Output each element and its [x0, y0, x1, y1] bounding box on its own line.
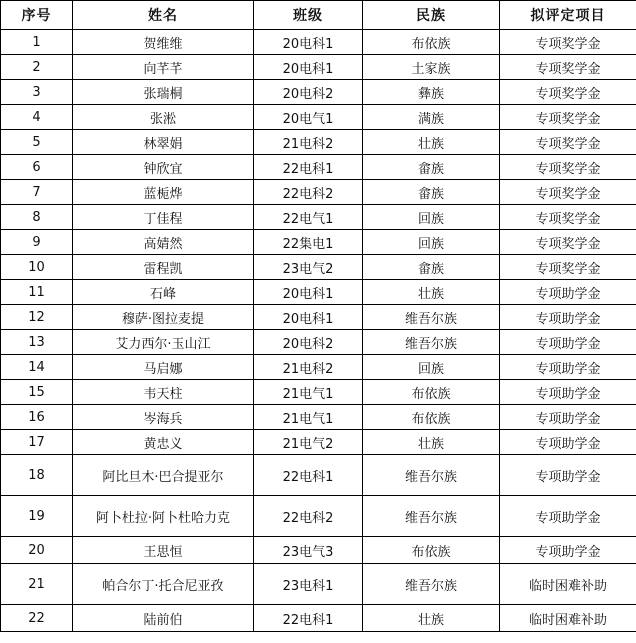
- cell-program: 专项助学金: [500, 496, 636, 537]
- table-row: [1, 255, 636, 280]
- cell-program: 专项奖学金: [500, 255, 636, 280]
- table-row: [1, 105, 636, 130]
- cell-name: 雷程凯: [73, 255, 254, 280]
- table-row: [1, 405, 636, 430]
- cell-ethnicity: 畲族: [363, 255, 500, 280]
- cell-class: 21电科2: [254, 355, 363, 380]
- cell-class: 20电气1: [254, 105, 363, 130]
- table-row: [1, 80, 636, 105]
- cell-name: 钟欣宜: [73, 155, 254, 180]
- cell-class: 21电气2: [254, 430, 363, 455]
- cell-class: 22电科2: [254, 496, 363, 537]
- cell-ethnicity: 回族: [363, 205, 500, 230]
- cell-name: 阿卜杜拉·阿卜杜哈力克: [73, 496, 254, 537]
- table-row: [1, 205, 636, 230]
- table-row: [1, 537, 636, 564]
- cell-name: 蓝栀烨: [73, 180, 254, 205]
- cell-index: 1: [1, 30, 73, 55]
- cell-ethnicity: 壮族: [363, 130, 500, 155]
- cell-ethnicity: 土家族: [363, 55, 500, 80]
- cell-name: 向芊芊: [73, 55, 254, 80]
- cell-name: 岑海兵: [73, 405, 254, 430]
- cell-ethnicity: 壮族: [363, 430, 500, 455]
- table-row: [1, 330, 636, 355]
- cell-program: 专项奖学金: [500, 105, 636, 130]
- cell-class: 20电科2: [254, 80, 363, 105]
- cell-class: 22电科1: [254, 455, 363, 496]
- table-row: [1, 155, 636, 180]
- table-row: [1, 30, 636, 55]
- cell-program: 专项助学金: [500, 380, 636, 405]
- cell-name: 帕合尔丁·托合尼亚孜: [73, 564, 254, 605]
- cell-program: 专项助学金: [500, 280, 636, 305]
- cell-program: 临时困难补助: [500, 605, 636, 632]
- header-ethnicity: 民族: [363, 1, 500, 30]
- table-row: [1, 380, 636, 405]
- table-body: [1, 30, 636, 632]
- cell-index: 9: [1, 230, 73, 255]
- cell-program: 专项奖学金: [500, 180, 636, 205]
- cell-name: 陆前伯: [73, 605, 254, 632]
- cell-index: 13: [1, 330, 73, 355]
- cell-name: 石峰: [73, 280, 254, 305]
- cell-ethnicity: 维吾尔族: [363, 455, 500, 496]
- cell-index: 4: [1, 105, 73, 130]
- cell-index: 16: [1, 405, 73, 430]
- cell-class: 20电科1: [254, 280, 363, 305]
- cell-index: 7: [1, 180, 73, 205]
- header-program: 拟评定项目: [500, 1, 636, 30]
- cell-program: 专项奖学金: [500, 80, 636, 105]
- cell-program: 专项奖学金: [500, 55, 636, 80]
- cell-class: 22电科2: [254, 180, 363, 205]
- cell-index: 10: [1, 255, 73, 280]
- table-row: [1, 355, 636, 380]
- cell-name: 艾力西尔·玉山江: [73, 330, 254, 355]
- cell-ethnicity: 壮族: [363, 280, 500, 305]
- cell-index: 15: [1, 380, 73, 405]
- cell-class: 20电科1: [254, 305, 363, 330]
- cell-program: 专项助学金: [500, 330, 636, 355]
- table-row: [1, 305, 636, 330]
- table-row: [1, 130, 636, 155]
- table-row: [1, 55, 636, 80]
- cell-program: 专项奖学金: [500, 30, 636, 55]
- cell-index: 14: [1, 355, 73, 380]
- table-row: [1, 564, 636, 605]
- cell-ethnicity: 布依族: [363, 405, 500, 430]
- cell-ethnicity: 回族: [363, 355, 500, 380]
- cell-index: 6: [1, 155, 73, 180]
- cell-ethnicity: 布依族: [363, 30, 500, 55]
- table-row: [1, 180, 636, 205]
- cell-index: 5: [1, 130, 73, 155]
- cell-index: 8: [1, 205, 73, 230]
- table-row: [1, 496, 636, 537]
- cell-index: 17: [1, 430, 73, 455]
- table-row: [1, 605, 636, 632]
- cell-ethnicity: 维吾尔族: [363, 330, 500, 355]
- cell-class: 20电科1: [254, 30, 363, 55]
- cell-program: 专项助学金: [500, 455, 636, 496]
- cell-program: 专项助学金: [500, 430, 636, 455]
- table-row: [1, 230, 636, 255]
- cell-ethnicity: 畲族: [363, 155, 500, 180]
- cell-program: 专项奖学金: [500, 205, 636, 230]
- cell-name: 阿比旦木·巴合提亚尔: [73, 455, 254, 496]
- cell-name: 林翠娟: [73, 130, 254, 155]
- cell-name: 丁佳程: [73, 205, 254, 230]
- cell-name: 王思恒: [73, 537, 254, 564]
- cell-class: 22电气1: [254, 205, 363, 230]
- header-row: [1, 1, 636, 30]
- cell-name: 贺维维: [73, 30, 254, 55]
- cell-index: 18: [1, 455, 73, 496]
- cell-ethnicity: 布依族: [363, 537, 500, 564]
- cell-index: 12: [1, 305, 73, 330]
- cell-program: 专项助学金: [500, 305, 636, 330]
- cell-class: 22电科1: [254, 605, 363, 632]
- cell-class: 20电科1: [254, 55, 363, 80]
- cell-class: 21电科2: [254, 130, 363, 155]
- table-row: [1, 280, 636, 305]
- cell-ethnicity: 维吾尔族: [363, 496, 500, 537]
- cell-index: 21: [1, 564, 73, 605]
- cell-name: 张瑞桐: [73, 80, 254, 105]
- table-row: [1, 430, 636, 455]
- cell-ethnicity: 回族: [363, 230, 500, 255]
- cell-class: 21电气1: [254, 405, 363, 430]
- cell-index: 3: [1, 80, 73, 105]
- cell-name: 韦天柱: [73, 380, 254, 405]
- cell-program: 专项奖学金: [500, 230, 636, 255]
- cell-program: 临时困难补助: [500, 564, 636, 605]
- cell-program: 专项助学金: [500, 405, 636, 430]
- cell-index: 19: [1, 496, 73, 537]
- cell-ethnicity: 壮族: [363, 605, 500, 632]
- cell-class: 23电气2: [254, 255, 363, 280]
- cell-class: 20电科2: [254, 330, 363, 355]
- cell-class: 23电科1: [254, 564, 363, 605]
- cell-index: 20: [1, 537, 73, 564]
- cell-ethnicity: 满族: [363, 105, 500, 130]
- cell-program: 专项助学金: [500, 355, 636, 380]
- cell-class: 21电气1: [254, 380, 363, 405]
- cell-name: 张淞: [73, 105, 254, 130]
- cell-name: 马启娜: [73, 355, 254, 380]
- header-index: 序号: [1, 1, 73, 30]
- table-header: [1, 1, 636, 30]
- cell-program: 专项助学金: [500, 537, 636, 564]
- header-name: 姓名: [73, 1, 254, 30]
- cell-index: 2: [1, 55, 73, 80]
- header-class: 班级: [254, 1, 363, 30]
- cell-program: 专项奖学金: [500, 155, 636, 180]
- cell-ethnicity: 维吾尔族: [363, 564, 500, 605]
- cell-name: 高婧然: [73, 230, 254, 255]
- cell-name: 穆萨·图拉麦提: [73, 305, 254, 330]
- cell-ethnicity: 维吾尔族: [363, 305, 500, 330]
- cell-ethnicity: 彝族: [363, 80, 500, 105]
- cell-class: 23电气3: [254, 537, 363, 564]
- cell-class: 22集电1: [254, 230, 363, 255]
- table-row: [1, 455, 636, 496]
- cell-program: 专项奖学金: [500, 130, 636, 155]
- cell-index: 22: [1, 605, 73, 632]
- cell-name: 黄忠义: [73, 430, 254, 455]
- cell-class: 22电科1: [254, 155, 363, 180]
- cell-index: 11: [1, 280, 73, 305]
- cell-ethnicity: 畲族: [363, 180, 500, 205]
- cell-ethnicity: 布依族: [363, 380, 500, 405]
